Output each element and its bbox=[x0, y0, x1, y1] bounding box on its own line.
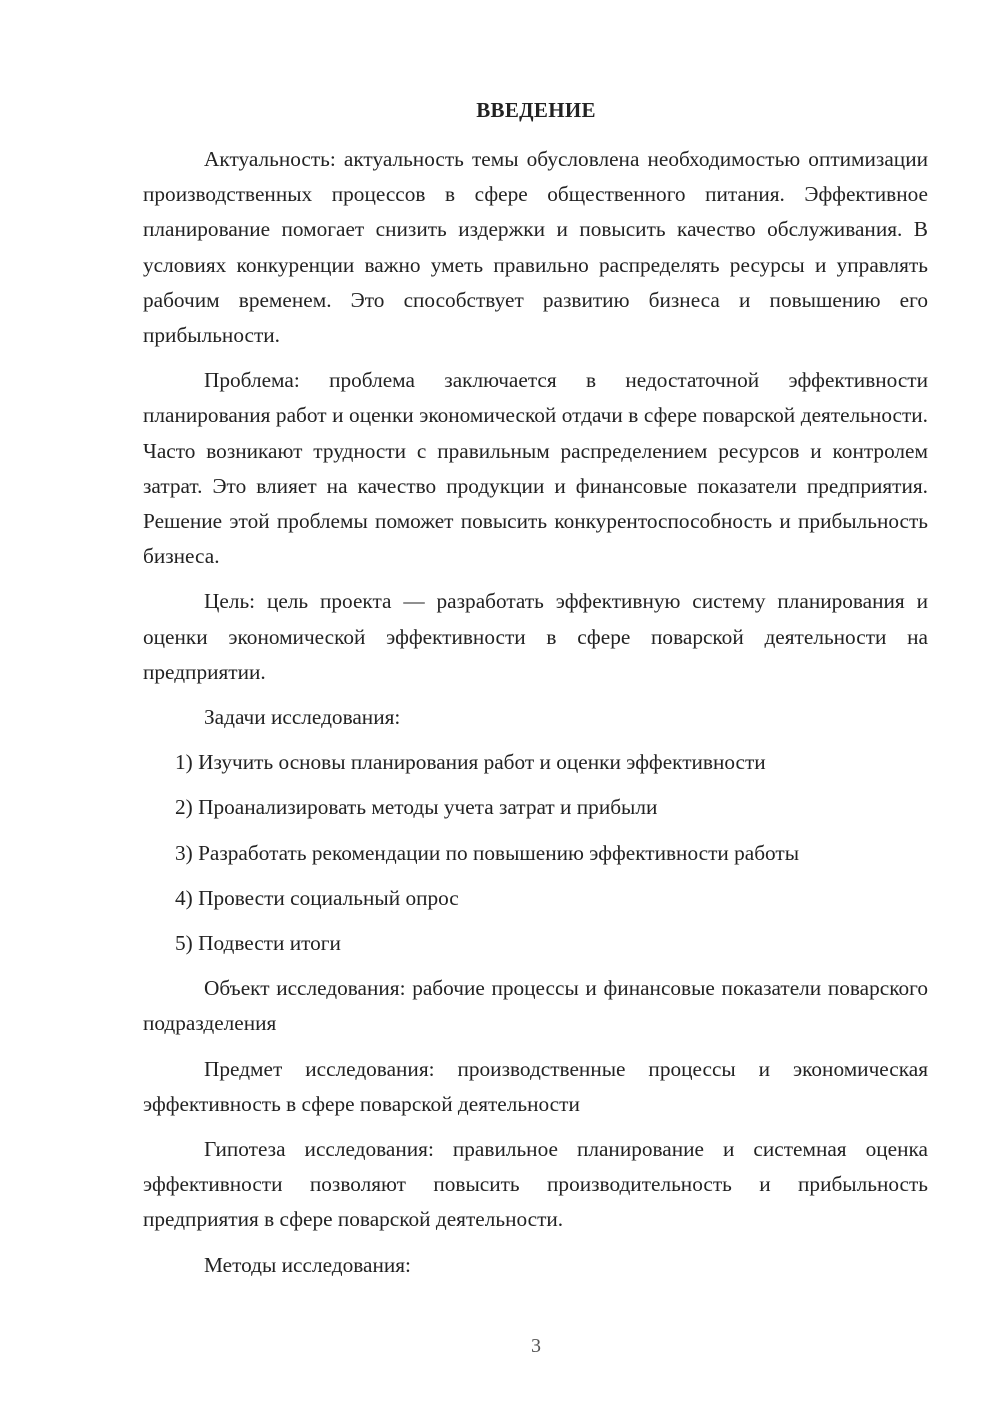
object-paragraph: Объект исследования: рабочие процессы и финансовые показатели поварского подразделения bbox=[143, 976, 928, 1036]
methods-heading: Методы исследования: bbox=[204, 1252, 411, 1277]
page-number: 3 bbox=[531, 1335, 541, 1357]
task-item: 5) Подвести итоги bbox=[175, 931, 341, 956]
tasks-list bbox=[143, 745, 928, 961]
tasks-heading: Задачи исследования: bbox=[204, 705, 401, 730]
document-body bbox=[143, 142, 928, 1293]
task-item: 3) Разработать рекомендации по повышению эффективности работы bbox=[175, 840, 800, 865]
task-item: 2) Проанализировать методы учета затрат и прибыли bbox=[175, 795, 658, 820]
section-title: ВВЕДЕНИЕ bbox=[476, 98, 596, 122]
subject-paragraph: Предмет исследования: производственные процессы и экономическая эффективность в сфере поварской деятельности bbox=[143, 1056, 928, 1116]
goal-paragraph: Цель: цель проекта — разработать эффективную систему планирования и оценки экономической эффективности в сфере поварской деятельности на предприятии. bbox=[143, 589, 928, 684]
task-item: 1) Изучить основы планирования работ и оценки эффективности bbox=[175, 750, 766, 775]
relevance-paragraph: Актуальность: актуальность темы обусловлена необходимостью оптимизации производственных процессов в сфере общественного питания. Эффективное планирование помогает снизить издержки и повысить качество обслуживания. В условиях конкуренции важно уметь правильно распределять ресурсы и управлять рабочим временем. Это способствует развитию бизнеса и повышению его прибыльности. bbox=[143, 147, 928, 348]
problem-paragraph: Проблема: проблема заключается в недостаточной эффективности планирования работ и оценки экономической отдачи в сфере поварской деятельности. Часто возникают трудности с правильным распределением ресурсов и контролем затрат. Это влияет на качество продукции и финансовые показатели предприятия. Решение этой проблемы поможет повысить конкурентоспособность и прибыльность бизнеса. bbox=[143, 368, 928, 569]
task-item: 4) Провести социальный опрос bbox=[175, 885, 459, 910]
hypothesis-paragraph: Гипотеза исследования: правильное планирование и системная оценка эффективности позволяют повысить производительность и прибыльность предприятия в сфере поварской деятельности. bbox=[143, 1137, 928, 1232]
